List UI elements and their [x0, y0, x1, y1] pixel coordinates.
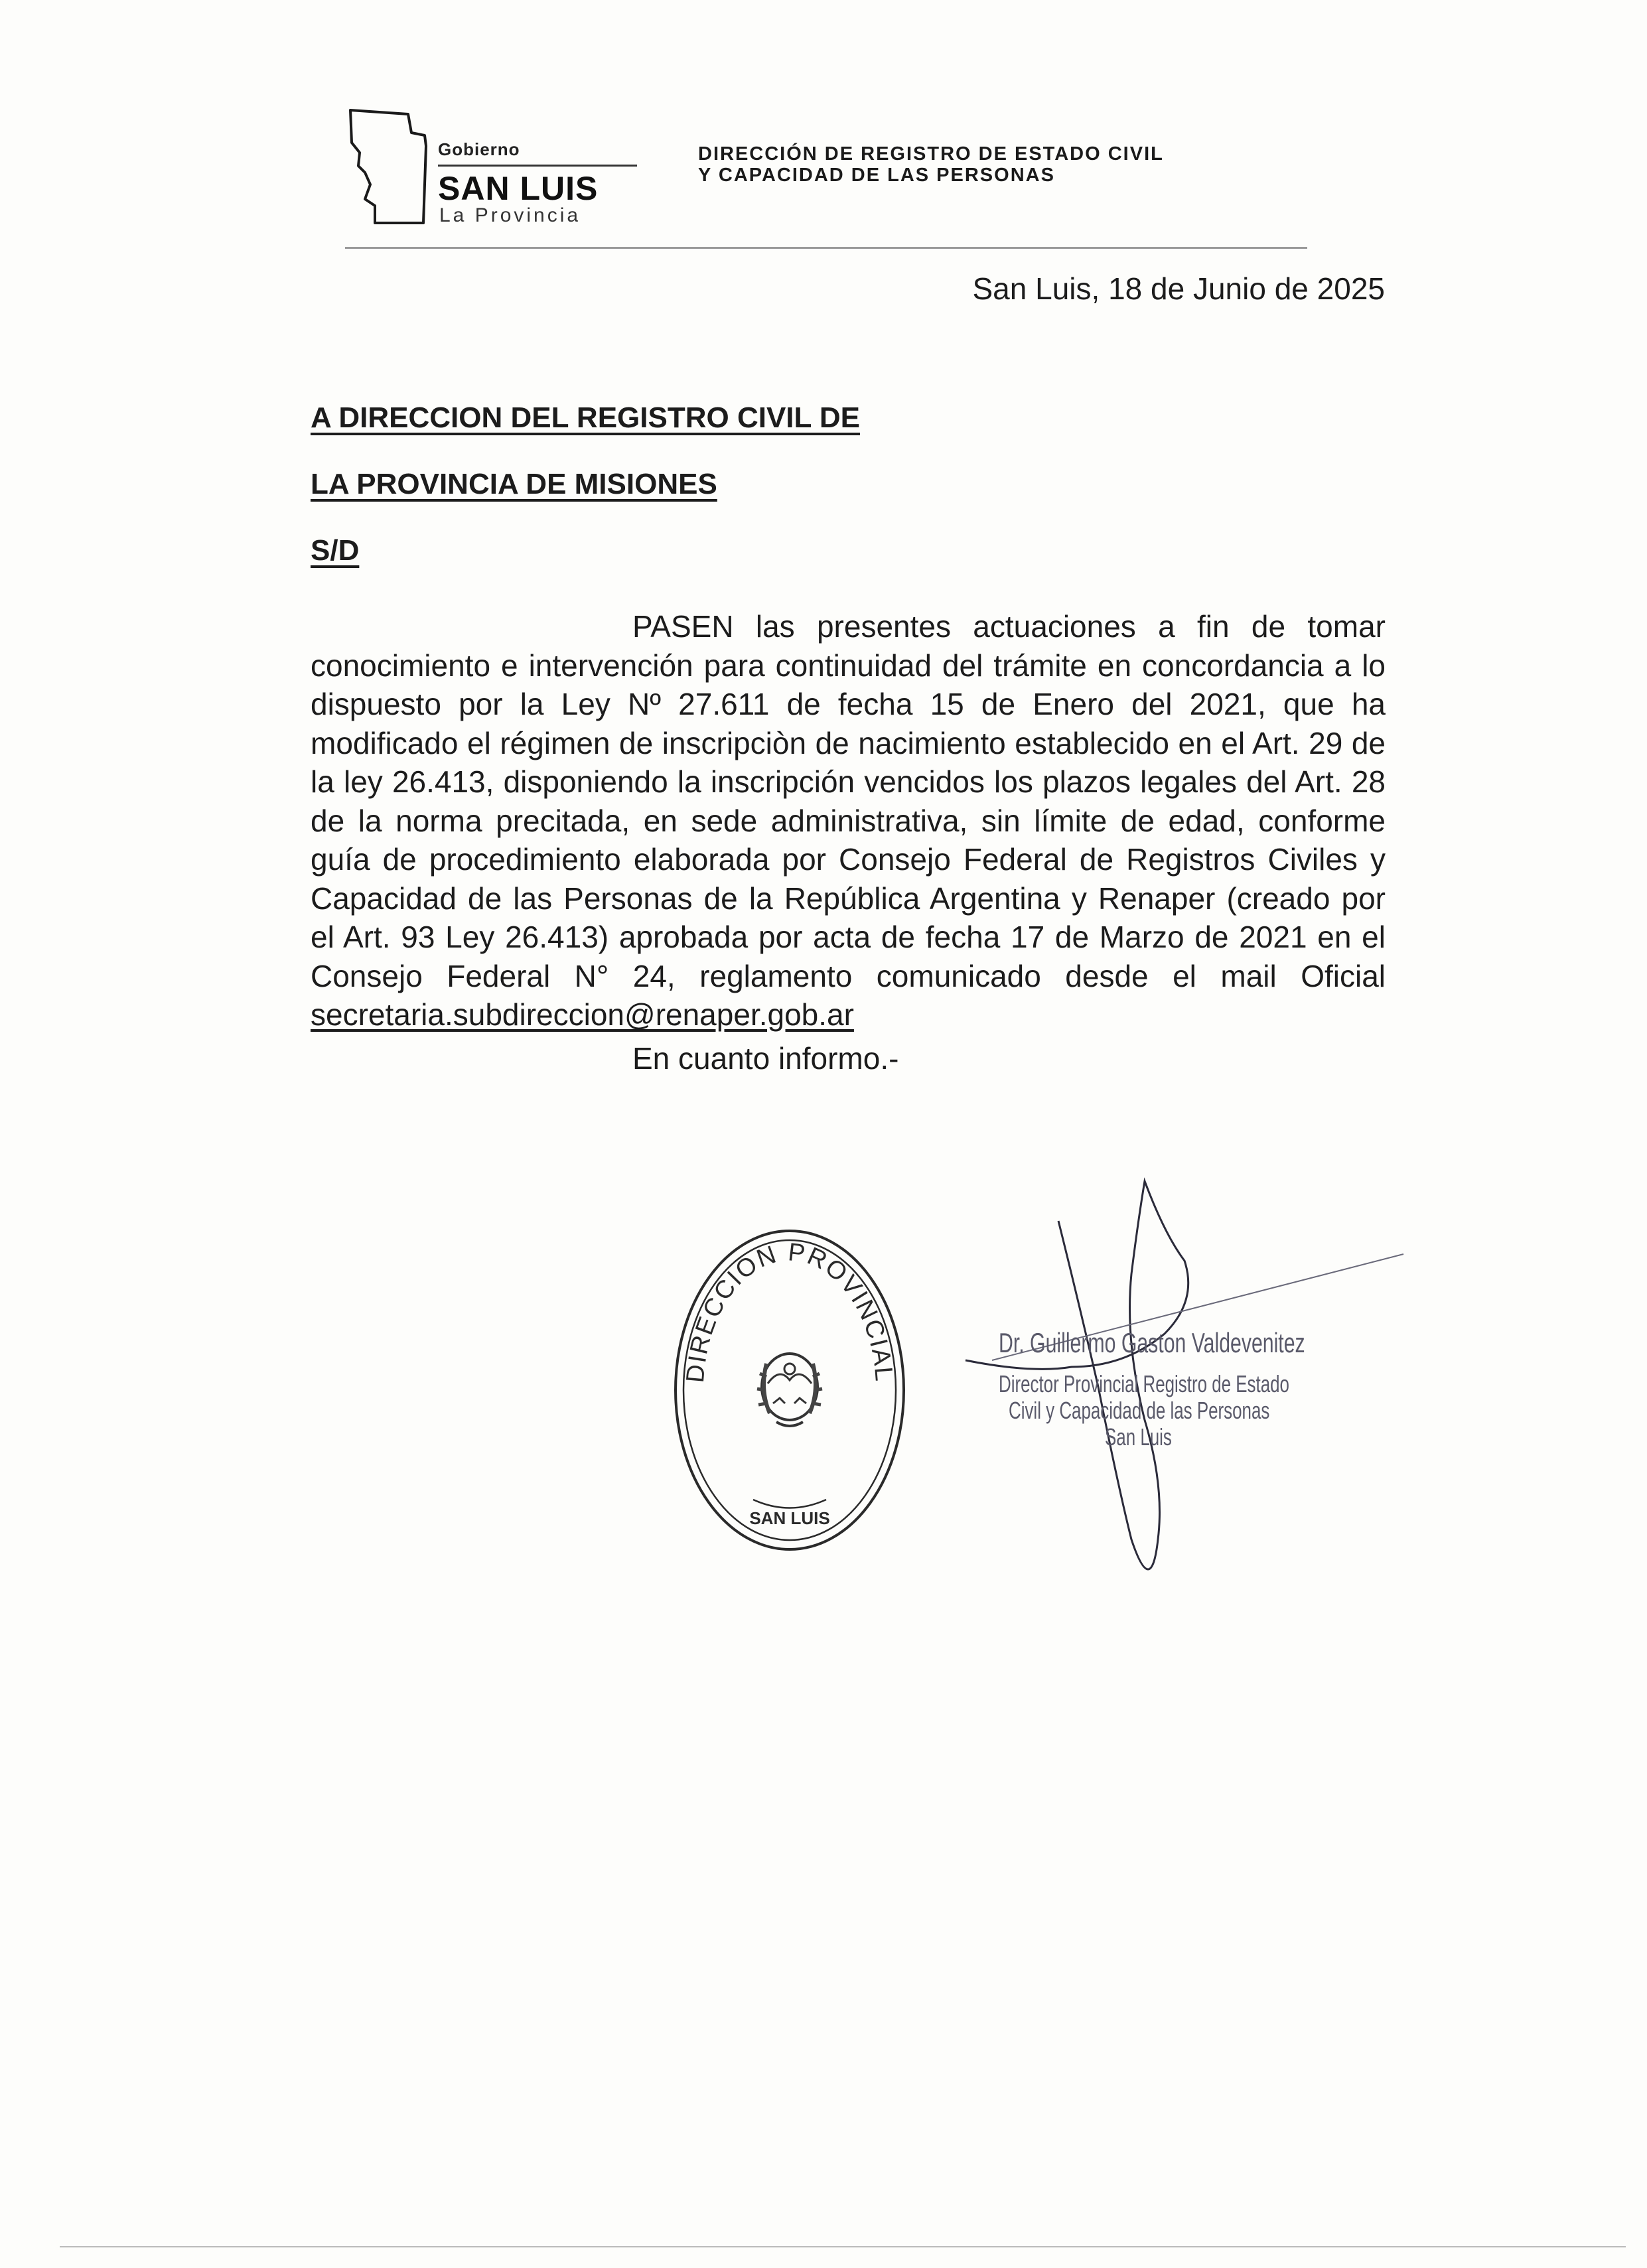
- body-text: PASEN las presentes actuaciones a fin de tomar conocimiento e intervención para continuidad del trámite en concordancia a lo dispuesto por la Ley Nº 27.611 de fecha 15 de Enero del 2021, que ha modificado el régimen de inscripciòn de nacimiento establecido en el Art. 29 de la ley 26.413, disponiendo la inscripción vencidos los plazos legales del Art. 28 de la norma precitada, en sede administrativa, sin límite de edad, conforme guía de procedimiento elaborada por Consejo Federal de Registros Civiles y Capacidad de las Personas de la República Argentina y Renaper (creado por el Art. 93 Ley 26.413) aprobada por acta de fecha 17 de Marzo de 2021 en el Consejo Federal N° 24, reglamento comunicado desde el mail Oficial: [311, 609, 1386, 993]
- logo-divider: [438, 165, 637, 167]
- logo-san-luis-text: SAN LUIS: [438, 170, 599, 207]
- logo-provincia-text: La Provincia: [439, 204, 581, 226]
- email-link[interactable]: secretaria.subdireccion@renaper.gob.ar: [311, 997, 854, 1032]
- closing-text: En cuanto informo.-: [632, 1041, 899, 1076]
- body-paragraph: [311, 607, 1386, 1034]
- recipient-line-1: A DIRECCION DEL REGISTRO CIVIL DE: [311, 401, 860, 434]
- province-map-icon: [345, 106, 438, 226]
- letter-date: San Luis, 18 de Junio de 2025: [972, 271, 1385, 306]
- signatory-name: Dr. Guillermo Gaston Valdevenitez: [999, 1327, 1305, 1358]
- department-line-1: DIRECCIÓN DE REGISTRO DE ESTADO CIVIL: [698, 143, 1164, 165]
- signature-block: [952, 1168, 1417, 1599]
- san-luis-logo: [345, 106, 650, 226]
- letterhead: [345, 106, 1307, 252]
- department-name: [698, 143, 1164, 186]
- signatory-title-line-1: Director Provincial Registro de Estado: [999, 1370, 1289, 1397]
- recipient-block: [311, 385, 860, 584]
- svg-text:DIRECCION PROVINCIAL DE REGIST: DIRECCION PROVINCIAL: [681, 1238, 898, 1384]
- department-line-2: Y CAPACIDAD DE LAS PERSONAS: [698, 165, 1055, 186]
- header-divider: [345, 247, 1307, 249]
- signatory-place: San Luis: [1105, 1423, 1172, 1451]
- seal-bottom-text: SAN LUIS: [749, 1508, 830, 1528]
- logo-gobierno-text: Gobierno: [438, 139, 520, 159]
- official-seal: [667, 1224, 912, 1556]
- page-bottom-edge: [60, 2246, 1626, 2247]
- coat-of-arms-icon: [757, 1354, 822, 1426]
- signatory-title-line-2: Civil y Capacidad de las Personas: [1009, 1397, 1270, 1424]
- recipient-line-3: S/D: [311, 534, 360, 567]
- recipient-line-2: LA PROVINCIA DE MISIONES: [311, 468, 717, 500]
- seal-graphic: [667, 1224, 912, 1556]
- letter-body: [311, 607, 1386, 1034]
